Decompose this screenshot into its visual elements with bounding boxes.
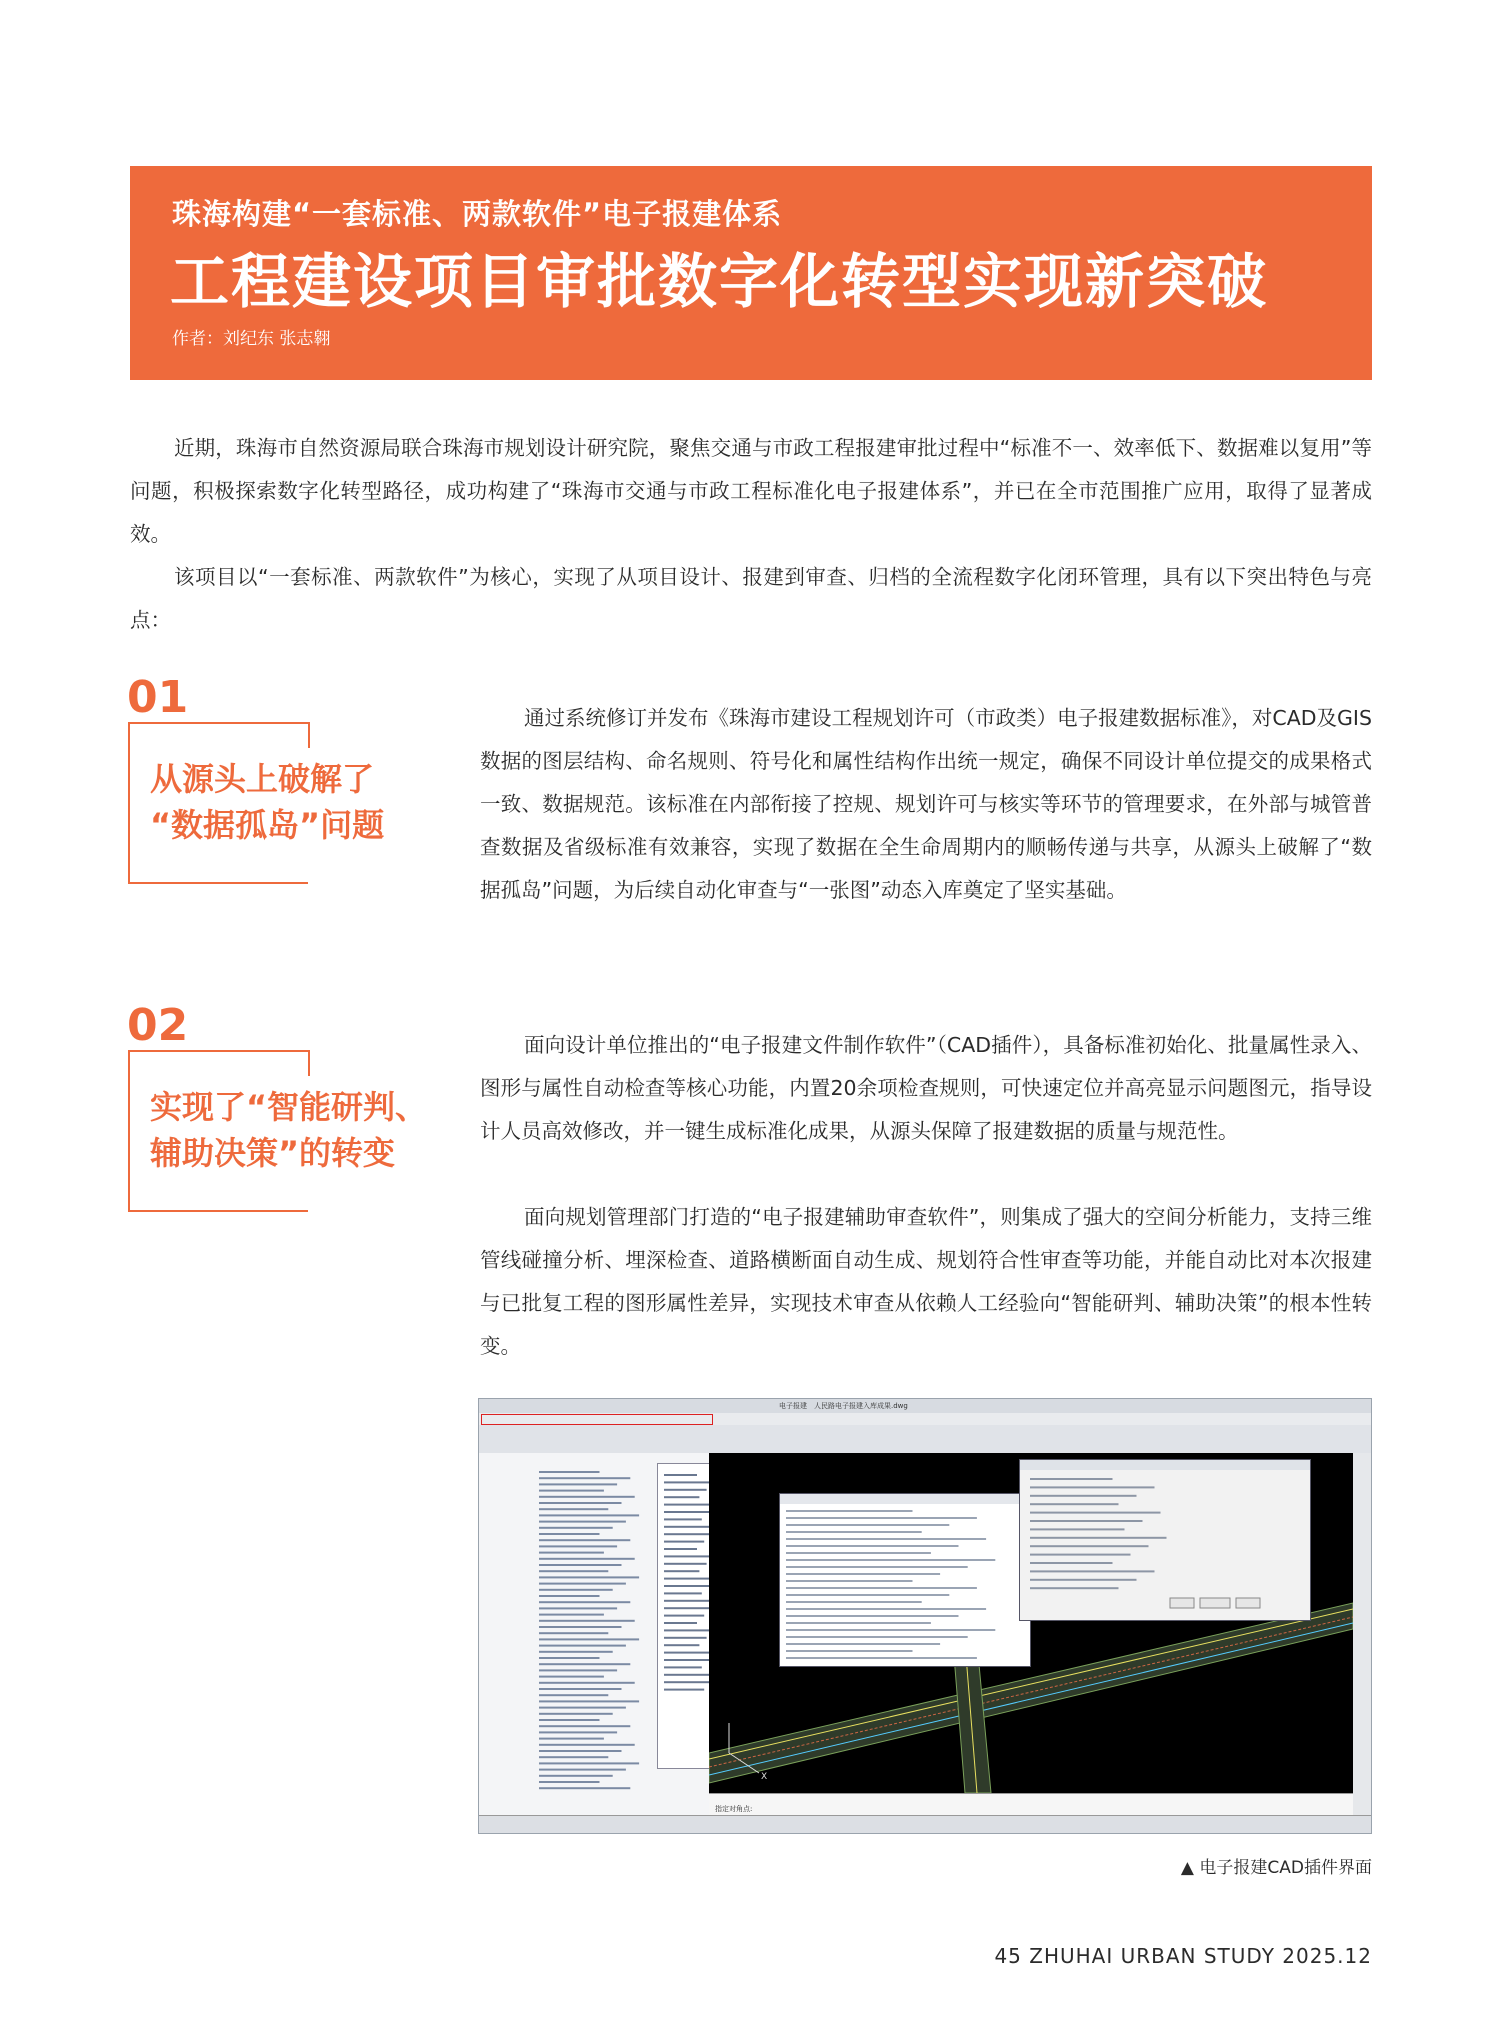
- ui-row-line: [539, 1750, 622, 1752]
- ui-row-line: [664, 1481, 714, 1483]
- ui-row-line: [664, 1496, 699, 1498]
- ui-row-line: [539, 1775, 613, 1777]
- ui-row-line: [1030, 1520, 1143, 1522]
- ui-row-line: [539, 1638, 639, 1640]
- ui-row-line: [664, 1570, 699, 1572]
- ui-row-line: [539, 1787, 630, 1789]
- ui-row-line: [539, 1496, 635, 1498]
- ui-row-line: [1030, 1579, 1137, 1581]
- ui-row-line: [664, 1511, 709, 1513]
- check-results-dialog: [779, 1493, 1031, 1667]
- ui-row-line: [664, 1689, 704, 1691]
- ui-row-line: [539, 1583, 626, 1585]
- ui-row-line: [539, 1657, 600, 1659]
- ui-row-line: [539, 1713, 613, 1715]
- ui-row-line: [786, 1538, 986, 1540]
- ui-row-line: [786, 1657, 977, 1659]
- ui-row-line: [786, 1594, 949, 1596]
- ui-row-line: [1030, 1545, 1149, 1547]
- ui-row-line: [539, 1719, 600, 1721]
- ui-row-line: [1030, 1495, 1137, 1497]
- ui-row-line: [786, 1587, 977, 1589]
- ui-row-line: [539, 1570, 608, 1572]
- ui-row-line: [786, 1615, 959, 1617]
- ui-row-line: [664, 1533, 711, 1535]
- ui-row-line: [1030, 1537, 1167, 1539]
- ui-row-line: [1030, 1554, 1131, 1556]
- ui-row-line: [539, 1521, 626, 1523]
- ui-row-line: [539, 1471, 600, 1473]
- ui-row-line: [664, 1637, 707, 1639]
- ui-row-line: [786, 1580, 913, 1582]
- ui-row-line: [539, 1564, 622, 1566]
- section-number-01: 01: [127, 672, 189, 723]
- ui-row-line: [786, 1517, 977, 1519]
- ui-row-line: [539, 1552, 604, 1554]
- ui-row-line: [539, 1651, 613, 1653]
- ui-row-line: [539, 1620, 635, 1622]
- ui-row-line: [539, 1508, 608, 1510]
- ui-row-line: [786, 1650, 913, 1652]
- section-body-01: 通过系统修订并发布《珠海市建设工程规划许可（市政类）电子报建数据标准》，对CAD及GIS数据的图层结构、命名规则、符号化和属性结构作出统一规定，确保不同设计单位提交的成果格式一致、数据规范。该标准在内部衔接了控规、规划许可与核实等环节的管理要求，在外部与城管普查数据及省级标准有效兼容，实现了数据在全生命周期内的顺畅传递与共享，从源头上破解了“数据孤岛”问题，为后续自动化审查与“一张图”动态入库奠定了坚实基础。: [480, 706, 1372, 902]
- ui-row-line: [664, 1681, 711, 1683]
- ui-row-line: [539, 1781, 600, 1783]
- ui-row-line: [539, 1601, 630, 1603]
- ui-row-line: [539, 1663, 630, 1665]
- ui-row-line: [539, 1626, 622, 1628]
- section-body-02b: 面向规划管理部门打造的“电子报建辅助审查软件”，则集成了强大的空间分析能力，支持三维管线碰撞分析、埋深检查、道路横断面自动生成、规划符合性审查等功能，并能自动比对本次报建与已批复工程的图形属性差异，实现技术审查从依赖人工经验向“智能研判、辅助决策”的根本性转变。: [480, 1205, 1372, 1358]
- ui-row-line: [539, 1514, 639, 1516]
- ui-row-line: [539, 1490, 604, 1492]
- attribute-form-graphic: [1020, 1460, 1310, 1620]
- ui-row-line: [1030, 1528, 1125, 1530]
- cad-window-title: 电子报建 人民路电子报建入库成果.dwg: [779, 1402, 908, 1410]
- ui-row-line: [539, 1744, 635, 1746]
- cad-toolbar: [479, 1425, 1371, 1454]
- cad-plugin-screenshot: [478, 1398, 1372, 1834]
- ui-row-line: [1030, 1478, 1113, 1480]
- ui-row-line: [539, 1688, 622, 1690]
- ui-row-line: [539, 1539, 630, 1541]
- section-heading-02: [150, 1084, 427, 1176]
- ui-row-line: [786, 1622, 931, 1624]
- ui-row-line: [664, 1615, 704, 1617]
- ui-row-line: [539, 1558, 635, 1560]
- ui-row-line: [786, 1510, 913, 1512]
- ui-row-line: [664, 1541, 704, 1543]
- ui-row-line: [664, 1622, 697, 1624]
- ui-row-line: [539, 1614, 604, 1616]
- cad-menubar: [479, 1413, 1371, 1425]
- ui-row-line: [539, 1645, 626, 1647]
- section-heading-line: 辅助决策”的转变: [150, 1134, 396, 1172]
- ui-row-line: [1030, 1512, 1161, 1514]
- frame-tick: [308, 1050, 310, 1076]
- ui-row-line: [539, 1700, 639, 1702]
- ui-row-line: [1030, 1486, 1155, 1488]
- ui-row-line: [539, 1682, 635, 1684]
- ui-row-line: [664, 1563, 707, 1565]
- ui-row-line: [539, 1502, 622, 1504]
- ui-row-line: [539, 1738, 604, 1740]
- ui-row-line: [664, 1474, 697, 1476]
- figure-caption: ▲ 电子报建CAD插件界面: [1180, 1858, 1372, 1878]
- ui-row-line: [786, 1636, 968, 1638]
- attribute-entry-dialog: [1019, 1459, 1311, 1621]
- ui-row-line: [539, 1707, 626, 1709]
- ui-row-line: [539, 1725, 630, 1727]
- ui-row-line: [786, 1608, 986, 1610]
- cad-command-line: [709, 1793, 1353, 1816]
- ui-row-line: [539, 1545, 617, 1547]
- ui-row-line: [539, 1632, 608, 1634]
- ui-row-line: [1030, 1587, 1119, 1589]
- ui-row-line: [664, 1644, 699, 1646]
- ui-row-line: [786, 1559, 995, 1561]
- section-number-02: 02: [127, 1000, 189, 1051]
- ui-row-line: [539, 1762, 639, 1764]
- ui-row-line: [1030, 1570, 1155, 1572]
- ui-row-line: [539, 1676, 604, 1678]
- ui-row-line: [664, 1629, 714, 1631]
- ui-row-line: [664, 1585, 709, 1587]
- ui-row-line: [539, 1669, 617, 1671]
- ui-row-line: [786, 1629, 995, 1631]
- ui-row-line: [539, 1731, 617, 1733]
- ui-row-line: [664, 1666, 702, 1668]
- frame-tick: [308, 722, 310, 748]
- cad-right-toolbar: [1353, 1453, 1371, 1815]
- section-heading-line: “数据孤岛”问题: [150, 806, 385, 844]
- ui-row-line: [786, 1566, 968, 1568]
- ui-row-line: [786, 1545, 959, 1547]
- ui-row-line: [786, 1524, 949, 1526]
- ui-row-line: [786, 1573, 940, 1575]
- ui-row-line: [664, 1518, 702, 1520]
- ui-row-line: [539, 1533, 600, 1535]
- results-table-graphic: [780, 1494, 1030, 1666]
- ui-row-line: [664, 1555, 714, 1557]
- article-title: 工程建设项目审批数字化转型实现新突破: [170, 247, 1269, 316]
- ui-row-line: [786, 1552, 931, 1554]
- ui-row-line: [539, 1576, 639, 1578]
- ui-row-line: [664, 1489, 707, 1491]
- ui-row-line: [786, 1531, 922, 1533]
- ui-row-line: [664, 1592, 702, 1594]
- ui-row-line: [539, 1589, 613, 1591]
- author-line: 作者：刘纪东 张志翱: [172, 329, 331, 349]
- ui-row-line: [1030, 1562, 1113, 1564]
- ui-row-line: [786, 1601, 922, 1603]
- ui-row-line: [539, 1595, 600, 1597]
- ui-row-line: [664, 1548, 697, 1550]
- ui-row-line: [664, 1607, 711, 1609]
- ui-row-line: [539, 1756, 608, 1758]
- ui-row-line: [664, 1659, 709, 1661]
- page-folio: 45 ZHUHAI URBAN STUDY 2025.12: [994, 1944, 1372, 1968]
- ui-row-line: [1030, 1503, 1119, 1505]
- svg-text:X: X: [761, 1772, 768, 1782]
- title-banner: [130, 166, 1372, 380]
- ui-row-line: [539, 1607, 617, 1609]
- ui-row-line: [539, 1477, 630, 1479]
- ui-row-line: [539, 1527, 613, 1529]
- plugin-menu-highlight: [481, 1414, 713, 1425]
- ui-row-line: [539, 1769, 626, 1771]
- banner-subtitle: 珠海构建“一套标准、两款软件”电子报建体系: [172, 197, 783, 231]
- section-heading-01: [150, 756, 384, 848]
- intro-paragraph-2: 该项目以“一套标准、两款软件”为核心，实现了从项目设计、报建到审查、归档的全流程数字化闭环管理，具有以下突出特色与亮点：: [130, 565, 1372, 632]
- section-heading-line: 从源头上破解了: [150, 760, 375, 798]
- ui-row-line: [539, 1483, 617, 1485]
- section-body-02: 面向设计单位推出的“电子报建文件制作软件”（CAD插件），具备标准初始化、批量属性录入、图形与属性自动检查等核心功能，内置20余项检查规则，可快速定位并高亮显示问题图元，指导设计人员高效修改，并一键生成标准化成果，从源头保障了报建数据的质量与规范性。: [480, 1033, 1372, 1143]
- ui-row-line: [786, 1643, 940, 1645]
- command-prompt: 指定对角点:: [715, 1805, 753, 1813]
- intro-paragraph-1: 近期，珠海市自然资源局联合珠海市规划设计研究院，聚焦交通与市政工程报建审批过程中“标准不一、效率低下、数据难以复用”等问题，积极探索数字化转型路径，成功构建了“珠海市交通与市政工程标准化电子报建体系”，并已在全市范围推广应用，取得了显著成效。: [130, 436, 1372, 546]
- section-heading-line: 实现了“智能研判、: [150, 1088, 428, 1126]
- cad-statusbar: [479, 1815, 1371, 1834]
- cad-window-titlebar: [479, 1399, 1371, 1414]
- ui-row-line: [539, 1694, 608, 1696]
